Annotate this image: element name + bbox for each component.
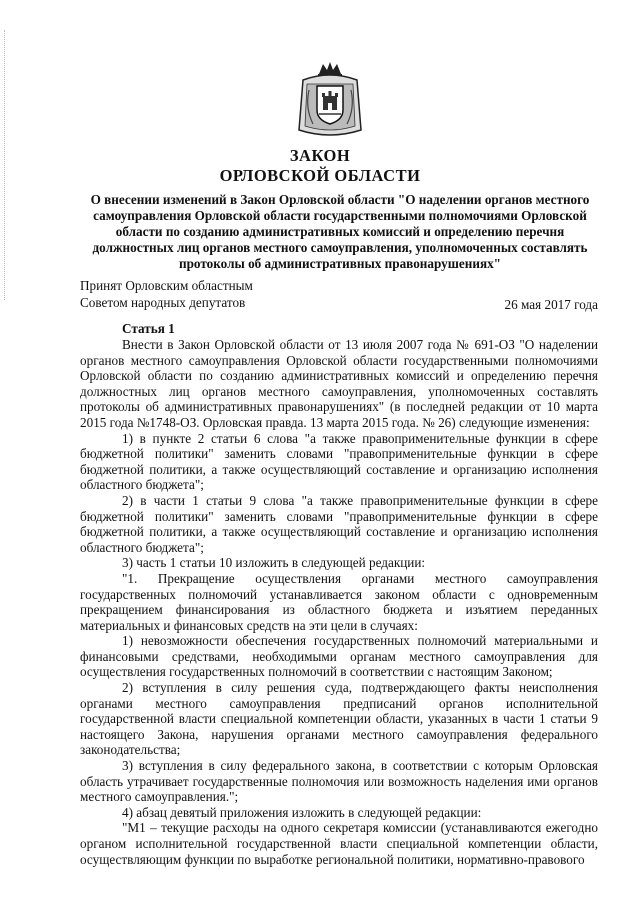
paragraph: "1. Прекращение осуществления органами местного самоуправления государственных полномочий устанавливается законом области с одновременным прекращением финансирования из областного бюджета и изъятием переданных материальных и финансовых средств на эти цели в случаях: [80, 570, 598, 633]
paragraph: 2) в части 1 статьи 9 слова "а также правоприменительные функции в сфере бюджетной политики" заменить словами "правоприменительные функции в сфере бюджетной политики, а также осуществляющий составление и организацию исполнения областного бюджета"; [80, 492, 598, 555]
paragraph: 4) абзац девятый приложения изложить в следующей редакции: [122, 804, 482, 820]
paragraph: "М1 – текущие расходы на одного секретаря комиссии (устанавливаются ежегодно органом исполнительной государственной власти специальной компетенции области, осуществляющим функции по выработке региональной политики, нормативно-правового [80, 820, 598, 867]
paragraph: 3) часть 1 статьи 10 изложить в следующей редакции: [122, 555, 426, 571]
adoption-line-1: Принят Орловским областным [80, 278, 253, 293]
law-region-title: ОРЛОВСКОЙ ОБЛАСТИ [219, 166, 421, 185]
paragraph: 1) невозможности обеспечения государственных полномочий материальными и финансовыми средствами, необходимыми органам местного самоуправления для осуществления государственных полномочий в соответствии с настоящим Законом; [80, 633, 598, 680]
law-title: ЗАКОН [289, 146, 351, 165]
paragraph: 2) вступления в силу решения суда, подтверждающего факты неисполнения органами местного самоуправления предписаний органов исполнительной государственной власти специальной компетенции области, указанных в части 1 статьи 9 настоящего Закона, нарушения органами местного самоуправления федерального законодательства; [80, 680, 598, 758]
article-heading: Статья 1 [122, 321, 175, 336]
adoption-block [80, 277, 253, 311]
article-body [80, 337, 598, 867]
law-subtitle: О внесении изменений в Закон Орловской области "О наделении органов местного самоуправления Орловской области государственными полномочиями Орловской области по созданию административных комиссий и определению перечня должностных лиц органов местного самоуправления, уполномоченных составлять протоколы об административных правонарушениях" [90, 192, 590, 271]
adoption-line-2: Советом народных депутатов [80, 295, 246, 310]
coat-of-arms-icon [295, 60, 365, 138]
paragraph: 3) вступления в силу федерального закона, в соответствии с которым Орловская область утрачивает государственные полномочия или возможность наделения ими органов местного самоуправления."; [80, 758, 598, 805]
paragraph: 1) в пункте 2 статьи 6 слова "а также правоприменительные функции в сфере бюджетной политики" заменить словами "правоприменительные функции в сфере бюджетной политики, а также осуществляющий составление и организацию исполнения областного бюджета"; [80, 430, 598, 493]
paragraph: Внести в Закон Орловской области от 13 июля 2007 года № 691-ОЗ "О наделении органов местного самоуправления Орловской области государственными полномочиями Орловской области по созданию административных комиссий и определению перечня должностных лиц органов местного самоуправления, уполномоченных составлять протоколы об административных правонарушениях" (в последней редакции от 10 марта 2015 года №1748-ОЗ. Орловская правда. 13 марта 2015 года. № 26) следующие изменения: [80, 337, 598, 430]
adoption-date: 26 мая 2017 года [504, 297, 598, 312]
